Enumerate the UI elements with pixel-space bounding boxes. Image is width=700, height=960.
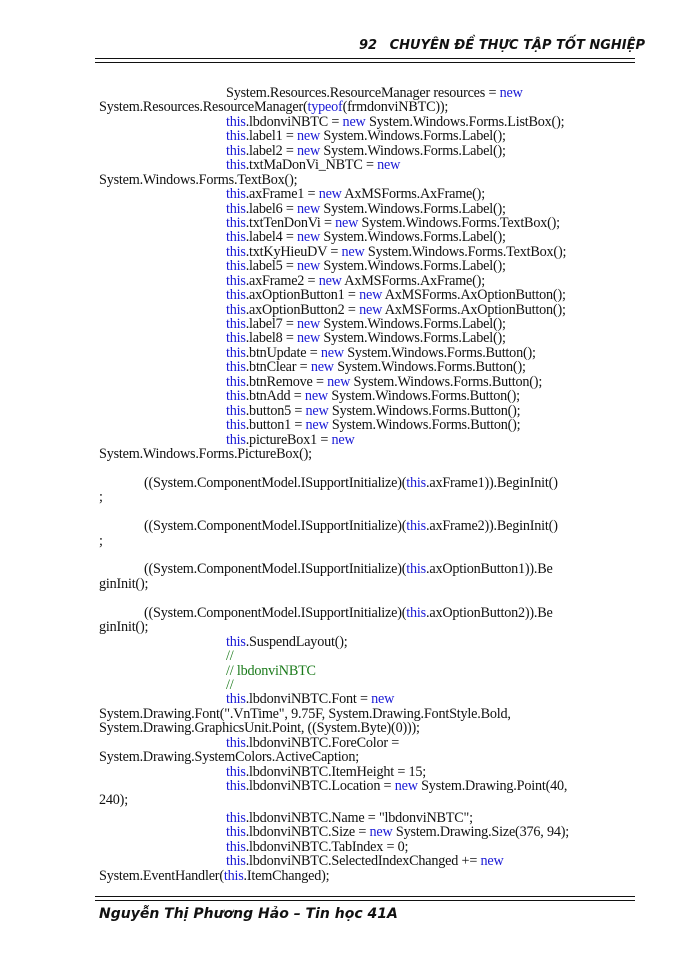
- code-text: AxMSForms.AxFrame();: [341, 186, 485, 203]
- code-keyword: this: [223, 867, 244, 884]
- code-keyword: this: [226, 330, 246, 347]
- code-line: [99, 100, 644, 114]
- blank-line: [99, 591, 644, 605]
- code-text: .lbdonviNBTC.SelectedIndexChanged +=: [245, 853, 481, 870]
- code-line: [99, 649, 644, 663]
- code-text: .lbdonviNBTC.ItemHeight = 15;: [245, 763, 427, 780]
- code-text: System.Windows.Forms.TextBox();: [358, 214, 560, 231]
- code-keyword: new: [305, 417, 329, 434]
- code-keyword: this: [226, 200, 246, 217]
- code-keyword: this: [226, 344, 246, 361]
- code-text: .axFrame2 =: [245, 272, 319, 289]
- code-line: [99, 620, 644, 634]
- code-line: [99, 158, 644, 172]
- code-keyword: this: [226, 824, 246, 841]
- code-text: System.Drawing.Point(40,: [417, 778, 568, 794]
- code-text: System.Windows.Forms.Label();: [320, 229, 506, 246]
- code-line: [99, 534, 644, 548]
- code-text: .lbdonviNBTC.ForeColor =: [245, 734, 400, 751]
- code-keyword: new: [377, 157, 401, 174]
- code-keyword: new: [331, 431, 355, 448]
- code-text: System.Drawing.Size(376, 94);: [392, 824, 570, 841]
- code-text: System.Drawing.SystemColors.ActiveCaption;: [99, 749, 359, 766]
- code-keyword: new: [371, 691, 395, 708]
- code-text: .axOptionButton1)).Be: [426, 561, 553, 578]
- code-keyword: new: [342, 113, 366, 130]
- code-keyword: new: [335, 214, 359, 231]
- code-text: System.Windows.Forms.Label();: [320, 330, 506, 347]
- code-line: [99, 389, 644, 403]
- code-text: System.Windows.Forms.Button();: [327, 388, 520, 405]
- code-line: [99, 869, 644, 883]
- code-line: [99, 606, 644, 620]
- code-keyword: new: [297, 128, 321, 145]
- code-line: [99, 274, 644, 288]
- code-text: System.Resources.ResourceManager(: [99, 99, 308, 116]
- code-text: AxMSForms.AxFrame();: [341, 272, 485, 289]
- code-text: ;: [99, 532, 103, 549]
- code-line: [99, 230, 644, 244]
- code-text: .lbdonviNBTC.Size =: [245, 824, 370, 841]
- code-line: [99, 779, 644, 793]
- code-keyword: this: [226, 229, 246, 246]
- code-line: [99, 692, 644, 706]
- code-text: .btnAdd =: [245, 388, 305, 405]
- code-line: [99, 750, 644, 764]
- code-keyword: this: [226, 402, 246, 419]
- code-line: [99, 721, 644, 735]
- code-keyword: new: [305, 402, 329, 419]
- code-line: [99, 317, 644, 331]
- code-text: System.Windows.Forms.TextBox();: [99, 171, 298, 188]
- header-title: CHUYÊN ĐỀ THỰC TẬP TỐT NGHIỆP: [389, 38, 646, 53]
- code-keyword: this: [226, 734, 246, 751]
- code-keyword: this: [226, 838, 246, 855]
- footer-rule: [95, 900, 635, 901]
- code-keyword: this: [226, 316, 246, 332]
- code-text: System.Windows.Forms.PictureBox();: [99, 445, 312, 462]
- code-keyword: new: [394, 778, 418, 794]
- code-line: [99, 346, 644, 360]
- code-text: .label1 =: [245, 128, 298, 145]
- code-text: .pictureBox1 =: [245, 431, 332, 448]
- code-text: .axOptionButton1 =: [245, 287, 360, 304]
- code-keyword: new: [297, 316, 321, 332]
- code-line: [99, 418, 644, 432]
- code-text: .label2 =: [245, 142, 298, 159]
- code-line: [99, 664, 644, 678]
- code-keyword: this: [226, 373, 246, 390]
- footer-rule-inner: [95, 896, 635, 897]
- code-text: 240);: [99, 792, 128, 809]
- code-text: System.Windows.Forms.ListBox();: [365, 113, 565, 130]
- code-line: [99, 202, 644, 216]
- code-keyword: this: [226, 243, 246, 260]
- code-text: .lbdonviNBTC =: [245, 113, 343, 130]
- code-comment: //: [226, 676, 234, 693]
- code-line: [99, 187, 644, 201]
- code-text: ((System.ComponentModel.ISupportInitialize)(: [144, 474, 407, 491]
- code-text: System.Windows.Forms.Label();: [320, 200, 506, 217]
- code-line: [99, 447, 644, 461]
- code-keyword: this: [406, 518, 426, 535]
- code-line: [99, 476, 644, 490]
- code-text: System.Windows.Forms.Button();: [350, 373, 543, 390]
- code-listing: [99, 86, 644, 883]
- code-text: .lbdonviNBTC.TabIndex = 0;: [245, 838, 409, 855]
- code-keyword: new: [318, 272, 342, 289]
- code-text: .axFrame1 =: [245, 186, 319, 203]
- code-line: [99, 404, 644, 418]
- code-text: System.Windows.Forms.Button();: [328, 402, 521, 419]
- code-text: System.Windows.Forms.Label();: [320, 142, 506, 159]
- code-line: [99, 562, 644, 576]
- page-header: [359, 38, 645, 53]
- code-line: [99, 129, 644, 143]
- code-line: [99, 86, 644, 100]
- code-keyword: new: [318, 186, 342, 203]
- code-line: [99, 360, 644, 374]
- code-keyword: this: [226, 272, 246, 289]
- code-text: ;: [99, 489, 103, 506]
- code-line: [99, 173, 644, 187]
- code-line: [99, 825, 644, 839]
- code-keyword: new: [297, 229, 321, 246]
- code-text: ((System.ComponentModel.ISupportInitialize)(: [144, 604, 407, 621]
- code-text: .axOptionButton2 =: [245, 301, 360, 318]
- code-text: System.Resources.ResourceManager resources =: [226, 85, 500, 101]
- code-keyword: this: [226, 633, 246, 650]
- code-comment: // lbdonviNBTC: [226, 662, 316, 679]
- code-keyword: this: [226, 113, 246, 130]
- code-text: .label7 =: [245, 316, 298, 332]
- code-line: [99, 519, 644, 533]
- page-footer: Nguyễn Thị Phương Hảo – Tin học 41A: [99, 906, 398, 922]
- code-keyword: this: [226, 258, 246, 275]
- code-text: .axFrame2)).BeginInit(): [426, 518, 558, 535]
- code-keyword: this: [226, 809, 246, 826]
- code-keyword: new: [297, 258, 321, 275]
- code-text: .button1 =: [245, 417, 306, 434]
- code-line: [99, 840, 644, 854]
- code-keyword: this: [226, 388, 246, 405]
- code-line: [99, 288, 644, 302]
- code-keyword: this: [226, 691, 246, 708]
- code-keyword: new: [304, 388, 328, 405]
- header-rule: [95, 58, 635, 59]
- header-rule-inner: [95, 62, 635, 63]
- code-text: (frmdonviNBTC));: [342, 99, 449, 116]
- code-text: .ItemChanged);: [243, 867, 330, 884]
- code-text: System.Drawing.GraphicsUnit.Point, ((System.Byte)(0)));: [99, 720, 420, 737]
- code-keyword: this: [226, 128, 246, 145]
- code-text: .label6 =: [245, 200, 298, 217]
- code-line: [99, 115, 644, 129]
- code-line: [99, 331, 644, 345]
- code-line: [99, 577, 644, 591]
- code-text: .label4 =: [245, 229, 298, 246]
- code-text: .button5 =: [245, 402, 306, 419]
- code-line: [99, 259, 644, 273]
- page-number: 92: [359, 38, 378, 53]
- code-text: System.Windows.Forms.Button();: [333, 359, 526, 376]
- code-text: .txtKyHieuDV =: [245, 243, 342, 260]
- code-keyword: new: [297, 200, 321, 217]
- code-text: ginInit();: [99, 619, 149, 636]
- code-text: System.Windows.Forms.Label();: [320, 128, 506, 145]
- code-text: System.Windows.Forms.TextBox();: [364, 243, 567, 260]
- code-keyword: this: [226, 301, 246, 318]
- code-keyword: this: [226, 287, 246, 304]
- code-text: .axFrame1)).BeginInit(): [426, 474, 558, 491]
- blank-line: [99, 461, 644, 475]
- code-text: .lbdonviNBTC.Name = "lbdonviNBTC";: [245, 809, 473, 826]
- code-line: [99, 490, 644, 504]
- code-line: [99, 303, 644, 317]
- code-line: [99, 375, 644, 389]
- code-text: ((System.ComponentModel.ISupportInitialize)(: [144, 561, 407, 578]
- code-keyword: this: [226, 431, 246, 448]
- code-text: System.Windows.Forms.Label();: [320, 316, 506, 332]
- code-keyword: new: [327, 373, 351, 390]
- code-keyword: typeof: [307, 99, 343, 116]
- code-keyword: new: [297, 142, 321, 159]
- code-line: [99, 216, 644, 230]
- code-text: .label5 =: [245, 258, 298, 275]
- code-keyword: this: [226, 186, 246, 203]
- code-keyword: this: [226, 157, 246, 174]
- code-line: [99, 635, 644, 649]
- code-text: System.EventHandler(: [99, 867, 224, 884]
- code-text: .SuspendLayout();: [245, 633, 348, 650]
- code-keyword: this: [226, 853, 246, 870]
- code-keyword: this: [226, 359, 246, 376]
- code-text: .btnRemove =: [245, 373, 328, 390]
- code-text: System.Drawing.Font(".VnTime", 9.75F, System.Drawing.FontStyle.Bold,: [99, 705, 511, 722]
- code-text: System.Windows.Forms.Button();: [343, 344, 536, 361]
- blank-line: [99, 505, 644, 519]
- code-keyword: new: [359, 287, 383, 304]
- code-line: [99, 736, 644, 750]
- code-line: [99, 854, 644, 868]
- code-text: AxMSForms.AxOptionButton();: [382, 301, 566, 318]
- code-keyword: this: [406, 561, 426, 578]
- code-line: [99, 793, 644, 807]
- code-line: [99, 811, 644, 825]
- code-text: System.Windows.Forms.Button();: [328, 417, 521, 434]
- code-line: [99, 433, 644, 447]
- code-text: .lbdonviNBTC.Font =: [245, 691, 372, 708]
- code-keyword: new: [499, 85, 523, 101]
- code-keyword: new: [310, 359, 334, 376]
- code-text: ginInit();: [99, 575, 149, 592]
- code-text: .btnClear =: [245, 359, 311, 376]
- code-keyword: this: [406, 604, 426, 621]
- code-keyword: new: [341, 243, 365, 260]
- code-text: System.Windows.Forms.Label();: [320, 258, 506, 275]
- code-text: .lbdonviNBTC.Location =: [245, 778, 395, 794]
- code-text: AxMSForms.AxOptionButton();: [382, 287, 566, 304]
- code-text: .btnUpdate =: [245, 344, 321, 361]
- code-text: .txtTenDonVi =: [245, 214, 336, 231]
- code-keyword: this: [406, 474, 426, 491]
- code-line: [99, 144, 644, 158]
- code-keyword: this: [226, 417, 246, 434]
- code-text: .txtMaDonVi_NBTC =: [245, 157, 378, 174]
- code-keyword: this: [226, 778, 246, 794]
- code-text: .label8 =: [245, 330, 298, 347]
- code-keyword: new: [297, 330, 321, 347]
- code-text: .axOptionButton2)).Be: [426, 604, 553, 621]
- code-keyword: this: [226, 763, 246, 780]
- blank-line: [99, 548, 644, 562]
- code-keyword: this: [226, 142, 246, 159]
- code-line: [99, 245, 644, 259]
- code-line: [99, 678, 644, 692]
- code-keyword: new: [369, 824, 393, 841]
- code-keyword: new: [480, 853, 504, 870]
- code-line: [99, 765, 644, 779]
- code-comment: //: [226, 648, 234, 665]
- code-text: ((System.ComponentModel.ISupportInitialize)(: [144, 518, 407, 535]
- code-line: [99, 707, 644, 721]
- code-keyword: this: [226, 214, 246, 231]
- code-keyword: new: [320, 344, 344, 361]
- code-keyword: new: [359, 301, 383, 318]
